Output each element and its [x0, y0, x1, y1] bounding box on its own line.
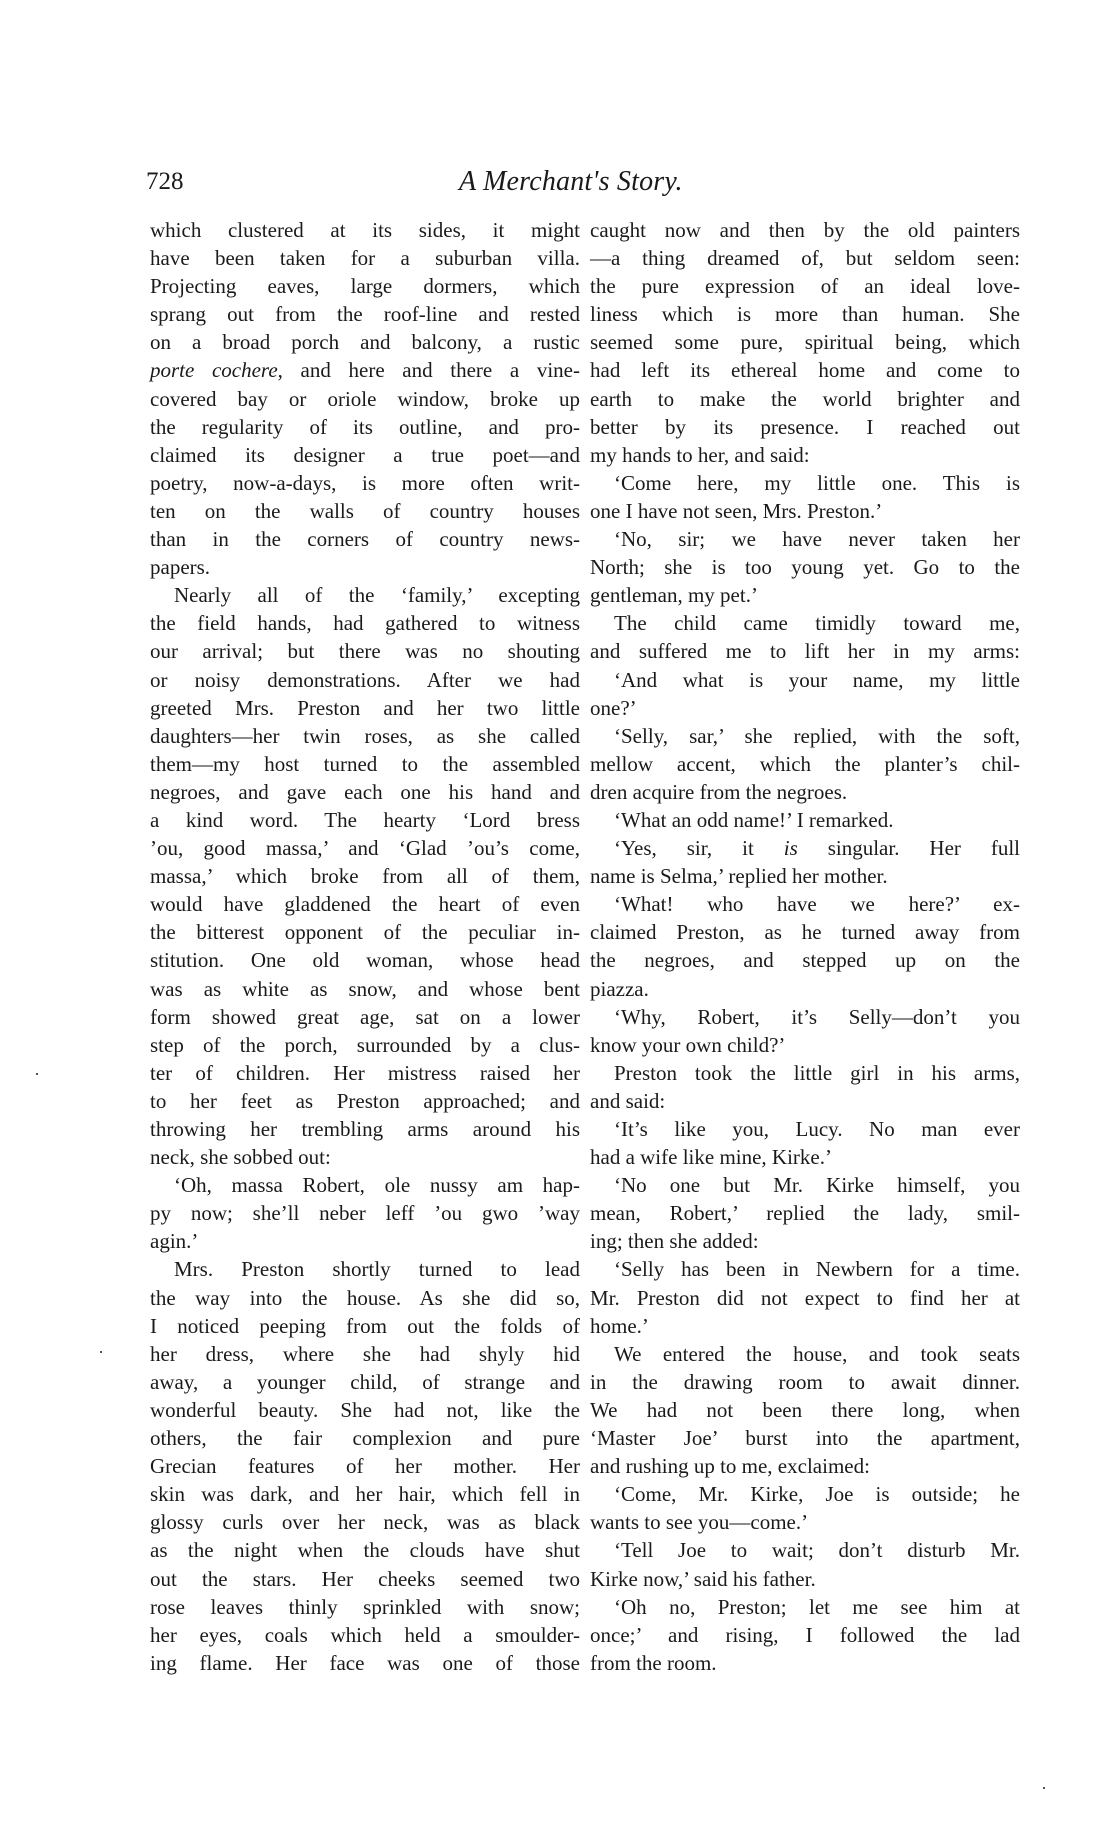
- text-line: [150, 890, 580, 918]
- text-line: [150, 666, 580, 694]
- line-text: one?’: [590, 695, 637, 720]
- line-text: Projecting eaves, large dormers, which: [150, 274, 580, 299]
- line-text: I noticed peeping from out the folds of: [150, 1313, 580, 1338]
- italic-phrase: is: [783, 836, 798, 861]
- text-line: [150, 1059, 580, 1087]
- text-line: [590, 1536, 1020, 1564]
- line-text: caught now and then by the old painters: [590, 218, 1020, 242]
- line-text: ten on the walls of country houses: [150, 498, 580, 523]
- line-text: stitution. One old woman, whose head: [150, 948, 580, 973]
- line-text: away, a younger child, of strange and: [150, 1369, 580, 1394]
- line-text: papers.: [150, 555, 211, 580]
- line-text: seemed some pure, spiritual being, which: [590, 330, 1020, 355]
- text-line: [150, 862, 580, 890]
- text-line: [150, 1396, 580, 1424]
- line-text: Mr. Preston did not expect to find her at: [590, 1285, 1020, 1310]
- line-text: glossy curls over her neck, was as black: [150, 1510, 580, 1535]
- line-text: others, the fair complexion and pure: [150, 1426, 580, 1451]
- text-line: [590, 975, 1020, 1003]
- text-line: [150, 553, 580, 581]
- line-text: the negroes, and stepped up on the: [590, 948, 1020, 973]
- text-line: [590, 1059, 1020, 1087]
- text-line: [150, 356, 580, 384]
- line-text: ‘It’s like you, Lucy. No man ever: [614, 1117, 1020, 1141]
- text-line: [150, 1087, 580, 1115]
- line-text: step of the porch, surrounded by a clus-: [150, 1032, 580, 1057]
- text-line: [590, 1508, 1020, 1536]
- line-text: the way into the house. As she did so,: [150, 1285, 580, 1310]
- text-line: [150, 1340, 580, 1368]
- text-line: [150, 1508, 580, 1536]
- text-line: [150, 778, 580, 806]
- text-line: [150, 609, 580, 637]
- line-text: our arrival; but there was no shouting: [150, 639, 580, 664]
- line-text: ‘Master Joe’ burst into the apartment,: [590, 1426, 1020, 1451]
- text-line: [590, 1621, 1020, 1649]
- text-line: [150, 525, 580, 553]
- line-text: once;’ and rising, I followed the lad: [590, 1622, 1020, 1647]
- text-line: [150, 1565, 580, 1593]
- text-line: [590, 272, 1020, 300]
- line-text: form showed great age, sat on a lower: [150, 1004, 580, 1029]
- line-text: negroes, and gave each one his hand and: [150, 779, 580, 804]
- line-text: ‘Selly, sar,’ she replied, with the soft,: [614, 723, 1020, 748]
- line-text: had a wife like mine, Kirke.’: [590, 1145, 832, 1170]
- text-line: [150, 694, 580, 722]
- scan-speck: [100, 1351, 102, 1353]
- text-line: [150, 1649, 580, 1677]
- text-line: [150, 1199, 580, 1227]
- italic-phrase: porte cochere: [150, 358, 278, 383]
- text-line: [150, 1143, 580, 1171]
- text-line: [590, 328, 1020, 356]
- line-text: from the room.: [590, 1650, 717, 1675]
- line-text: ing; then she added:: [590, 1229, 759, 1254]
- line-text: covered bay or oriole window, broke up: [150, 386, 580, 411]
- text-line: [590, 1031, 1020, 1059]
- line-text: ‘Why, Robert, it’s Selly—don’t you: [614, 1004, 1020, 1029]
- line-text: ‘And what is your name, my little: [614, 667, 1020, 692]
- text-line: [590, 1480, 1020, 1508]
- line-text: would have gladdened the heart of even: [150, 892, 580, 917]
- line-text: Nearly all of the ‘family,’ excepting: [174, 583, 580, 608]
- text-line: [150, 1480, 580, 1508]
- text-line: [590, 553, 1020, 581]
- line-text: We entered the house, and took seats: [614, 1341, 1020, 1366]
- line-text: —a thing dreamed of, but seldom seen:: [590, 246, 1020, 271]
- line-text: The child came timidly toward me,: [614, 611, 1020, 636]
- text-line: [590, 862, 1020, 890]
- text-line: [590, 750, 1020, 778]
- line-text: them—my host turned to the assembled: [150, 751, 580, 776]
- text-line: [150, 1284, 580, 1312]
- text-line: [590, 1199, 1020, 1227]
- line-text: and suffered me to lift her in my arms:: [590, 639, 1020, 664]
- line-text: better by its presence. I reached out: [590, 414, 1020, 439]
- line-text: rose leaves thinly sprinkled with snow;: [150, 1594, 580, 1619]
- line-text: claimed Preston, as he turned away from: [590, 920, 1020, 945]
- line-text: ‘No one but Mr. Kirke himself, you: [614, 1173, 1020, 1198]
- line-text: the regularity of its outline, and pro-: [150, 414, 580, 439]
- running-title: A Merchant's Story.: [459, 166, 683, 197]
- scan-speck: [1043, 1787, 1045, 1789]
- text-line: [150, 1312, 580, 1340]
- text-line: [590, 722, 1020, 750]
- text-line: [590, 581, 1020, 609]
- line-text: mellow accent, which the planter’s chil-: [590, 751, 1020, 776]
- line-text: daughters—her twin roses, as she called: [150, 723, 580, 748]
- text-line: [150, 637, 580, 665]
- text-line: [590, 1368, 1020, 1396]
- line-text: name is Selma,’ replied her mother.: [590, 864, 888, 889]
- line-text: Mrs. Preston shortly turned to lead: [174, 1257, 580, 1282]
- line-text: dren acquire from the negroes.: [590, 779, 848, 804]
- text-line: [590, 918, 1020, 946]
- text-line: [590, 890, 1020, 918]
- line-text: ‘Oh no, Preston; let me see him at: [614, 1594, 1020, 1619]
- line-text: in the drawing room to await dinner.: [590, 1369, 1020, 1394]
- line-text: was as white as snow, and whose bent: [150, 976, 580, 1001]
- text-line: [150, 469, 580, 497]
- line-text: and rushing up to me, exclaimed:: [590, 1454, 870, 1479]
- text-line: [590, 1452, 1020, 1480]
- text-line: [590, 1340, 1020, 1368]
- text-line: [150, 244, 580, 272]
- text-line: [150, 1003, 580, 1031]
- line-text: earth to make the world brighter and: [590, 386, 1020, 411]
- line-text: throwing her trembling arms around his: [150, 1117, 580, 1141]
- line-text: Preston took the little girl in his arms,: [614, 1060, 1020, 1085]
- line-text: massa,’ which broke from all of them,: [150, 864, 580, 889]
- line-text: mean, Robert,’ replied the lady, smil-: [590, 1201, 1020, 1226]
- text-line: [150, 1452, 580, 1480]
- text-line: [150, 1424, 580, 1452]
- line-text: wonderful beauty. She had not, like the: [150, 1397, 580, 1422]
- line-text: and said:: [590, 1088, 666, 1113]
- text-line: [150, 1368, 580, 1396]
- text-line: [590, 1255, 1020, 1283]
- text-line: [590, 778, 1020, 806]
- text-line: [590, 694, 1020, 722]
- text-line: [150, 1115, 580, 1143]
- text-line: [590, 834, 1020, 862]
- line-text: on a broad porch and balcony, a rustic: [150, 330, 580, 355]
- text-line: [590, 469, 1020, 497]
- line-text: know your own child?’: [590, 1032, 786, 1057]
- text-line: [150, 806, 580, 834]
- line-text: ‘Oh, massa Robert, ole nussy am hap-: [174, 1173, 580, 1198]
- text-line: [590, 1143, 1020, 1171]
- line-text: Kirke now,’ said his father.: [590, 1566, 816, 1591]
- line-text: her eyes, coals which held a smoulder-: [150, 1622, 580, 1647]
- text-line: [150, 300, 580, 328]
- text-line: [150, 1255, 580, 1283]
- line-text: ‘Come, Mr. Kirke, Joe is outside; he: [614, 1482, 1020, 1507]
- text-line: [150, 328, 580, 356]
- text-line: [590, 497, 1020, 525]
- line-text: or noisy demonstrations. After we had: [150, 667, 580, 692]
- text-line: [150, 750, 580, 778]
- text-line: [150, 216, 580, 244]
- line-text: North; she is too young yet. Go to the: [590, 555, 1020, 580]
- text-line: [150, 1171, 580, 1199]
- line-text: ‘Yes, sir, it: [614, 836, 784, 861]
- line-text: ‘Come here, my little one. This is: [614, 470, 1020, 495]
- text-line: [590, 385, 1020, 413]
- text-line: [150, 1536, 580, 1564]
- text-line: [590, 356, 1020, 384]
- text-line: [590, 1284, 1020, 1312]
- line-text: piazza.: [590, 976, 649, 1001]
- scan-speck: [36, 1073, 38, 1075]
- text-line: [590, 1396, 1020, 1424]
- line-text: We had not been there long, when: [590, 1397, 1020, 1422]
- text-line: [590, 666, 1020, 694]
- text-line: [590, 1424, 1020, 1452]
- line-text: a kind word. The hearty ‘Lord bress: [150, 807, 580, 832]
- line-text: home.’: [590, 1313, 649, 1338]
- text-line: [150, 834, 580, 862]
- text-line: [590, 1565, 1020, 1593]
- line-text: ing flame. Her face was one of those: [150, 1650, 580, 1675]
- line-text: which clustered at its sides, it might: [150, 218, 580, 242]
- text-line: [150, 1593, 580, 1621]
- line-text: wants to see you—come.’: [590, 1510, 809, 1535]
- text-line: [150, 441, 580, 469]
- text-line: [590, 946, 1020, 974]
- text-line: [590, 525, 1020, 553]
- text-line: [590, 1115, 1020, 1143]
- text-line: [590, 300, 1020, 328]
- page-number: 728: [146, 168, 184, 195]
- line-text: have been taken for a suburban villa.: [150, 246, 580, 271]
- text-line: [150, 385, 580, 413]
- text-line: [150, 1621, 580, 1649]
- line-text: ter of children. Her mistress raised her: [150, 1060, 580, 1085]
- text-line: [590, 1171, 1020, 1199]
- line-text: , and here and there a vine-: [277, 358, 580, 383]
- text-line: [590, 1312, 1020, 1340]
- text-line: [590, 1649, 1020, 1677]
- text-line: [590, 806, 1020, 834]
- text-line: [150, 946, 580, 974]
- line-text: poetry, now-a-days, is more often writ-: [150, 470, 580, 495]
- text-line: [150, 1227, 580, 1255]
- text-line: [150, 975, 580, 1003]
- line-text: sprang out from the roof-line and rested: [150, 302, 580, 327]
- line-text: the bitterest opponent of the peculiar in-: [150, 920, 580, 945]
- line-text: claimed its designer a true poet—and: [150, 442, 580, 467]
- text-line: [150, 918, 580, 946]
- line-text: neck, she sobbed out:: [150, 1145, 331, 1170]
- text-line: [590, 1227, 1020, 1255]
- text-column-left: [150, 216, 580, 1677]
- line-text: singular. Her full: [797, 836, 1020, 861]
- line-text: as the night when the clouds have shut: [150, 1538, 580, 1563]
- line-text: ‘No, sir; we have never taken her: [614, 527, 1020, 552]
- line-text: ‘What! who have we here?’ ex-: [614, 892, 1020, 917]
- line-text: skin was dark, and her hair, which fell in: [150, 1482, 580, 1507]
- line-text: out the stars. Her cheeks seemed two: [150, 1566, 580, 1591]
- text-line: [150, 722, 580, 750]
- text-line: [590, 1087, 1020, 1115]
- line-text: ‘Selly has been in Newbern for a time.: [614, 1257, 1020, 1282]
- text-line: [590, 216, 1020, 244]
- text-line: [590, 609, 1020, 637]
- line-text: ‘Tell Joe to wait; don’t disturb Mr.: [614, 1538, 1020, 1563]
- line-text: had left its ethereal home and come to: [590, 358, 1020, 383]
- text-line: [150, 413, 580, 441]
- line-text: her dress, where she had shyly hid: [150, 1341, 580, 1366]
- text-line: [150, 581, 580, 609]
- line-text: py now; she’ll neber leff ’ou gwo ’way: [150, 1201, 580, 1226]
- text-line: [590, 413, 1020, 441]
- line-text: my hands to her, and said:: [590, 442, 810, 467]
- text-line: [150, 272, 580, 300]
- text-line: [590, 441, 1020, 469]
- text-line: [150, 1031, 580, 1059]
- line-text: ’ou, good massa,’ and ‘Glad ’ou’s come,: [150, 836, 580, 861]
- line-text: the pure expression of an ideal love-: [590, 274, 1020, 299]
- line-text: gentleman, my pet.’: [590, 583, 758, 608]
- text-line: [590, 244, 1020, 272]
- line-text: greeted Mrs. Preston and her two little: [150, 695, 580, 720]
- text-line: [590, 637, 1020, 665]
- line-text: one I have not seen, Mrs. Preston.’: [590, 498, 883, 523]
- line-text: liness which is more than human. She: [590, 302, 1020, 327]
- line-text: than in the corners of country news-: [150, 527, 580, 552]
- line-text: agin.’: [150, 1229, 199, 1254]
- line-text: the field hands, had gathered to witness: [150, 611, 580, 636]
- line-text: ‘What an odd name!’ I remarked.: [614, 807, 894, 832]
- line-text: Grecian features of her mother. Her: [150, 1454, 580, 1479]
- text-line: [590, 1593, 1020, 1621]
- text-line: [150, 497, 580, 525]
- text-column-right: [590, 216, 1020, 1677]
- line-text: to her feet as Preston approached; and: [150, 1088, 580, 1113]
- text-line: [590, 1003, 1020, 1031]
